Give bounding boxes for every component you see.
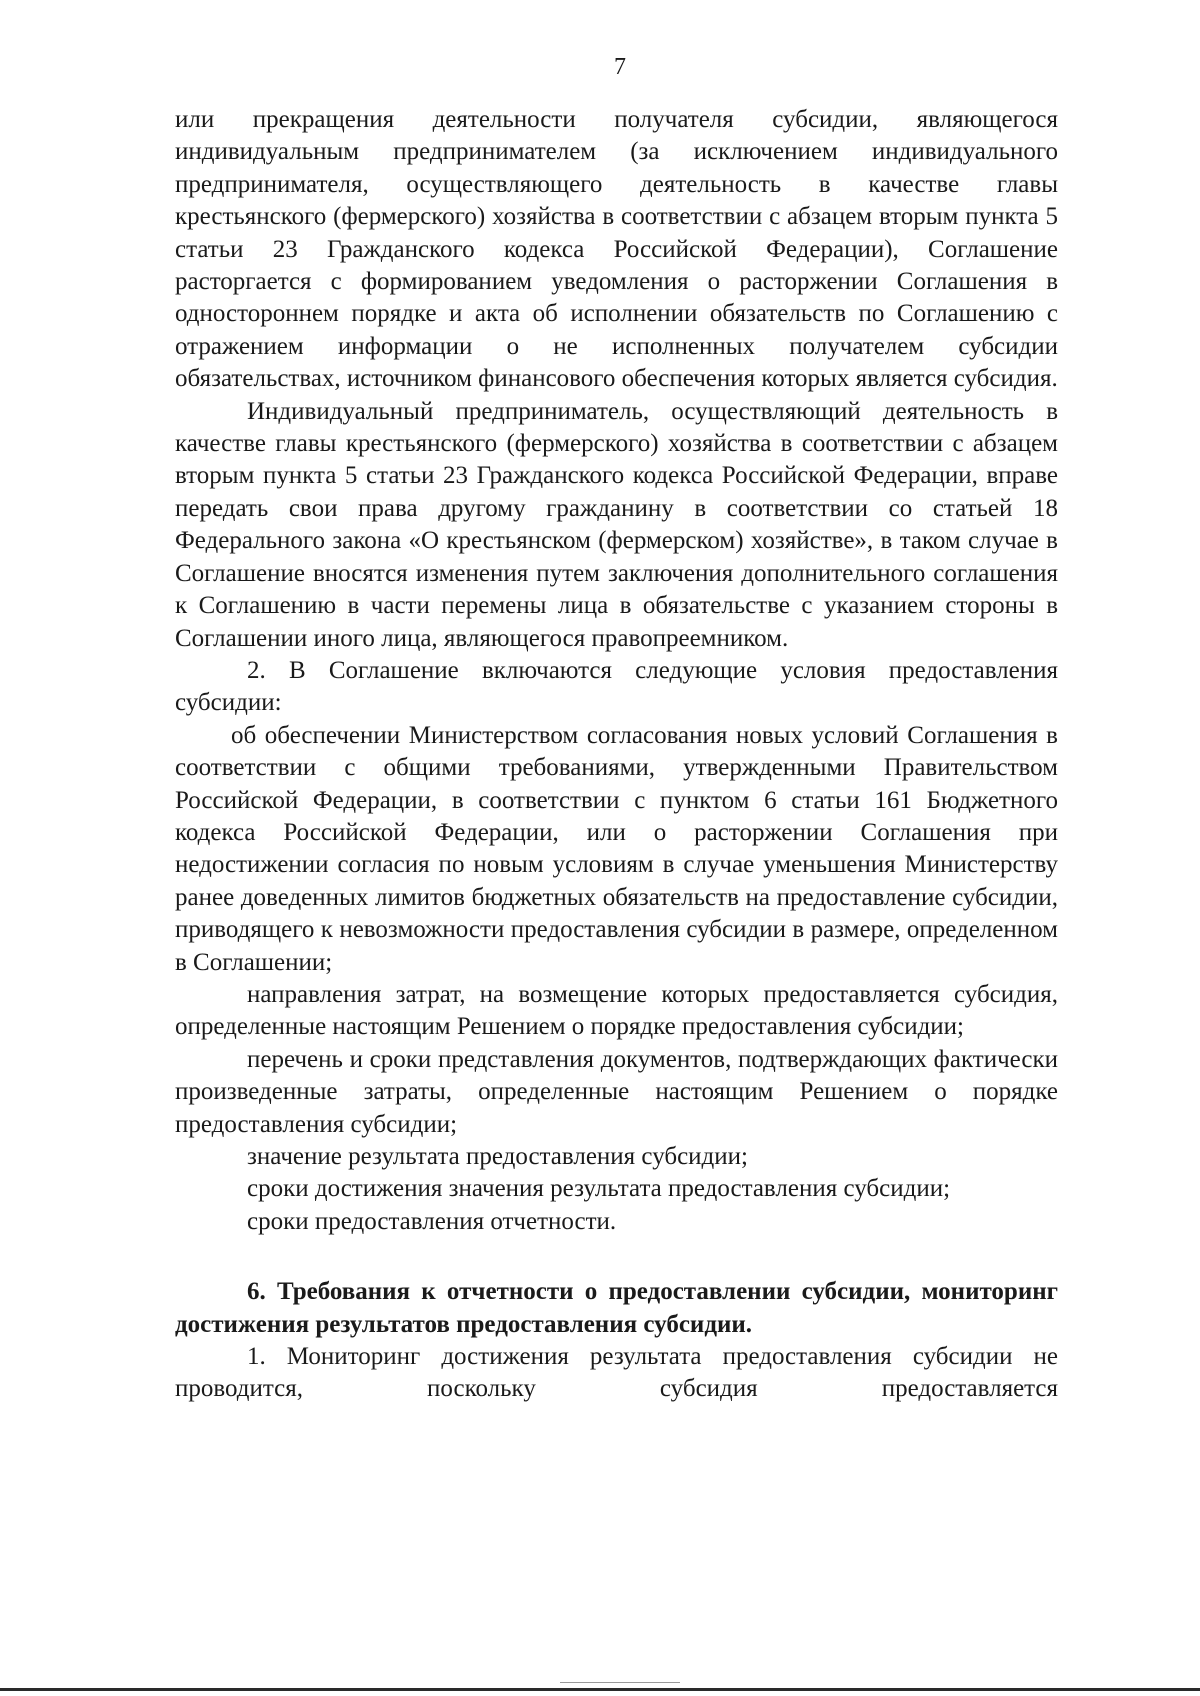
paragraph-ministry-approval: об обеспечении Министерством согласования новых условий Соглашения в соответствии с общими требованиями, утвержденными Правительством Российской Федерации, в соответствии с пунктом 6 статьи 161 Бюджетного кодекса Российской Федерации, или о расторжении Соглашения при недостижении согласия по новым условиям в случае уменьшения Министерству ранее доведенных лимитов бюджетных обязательств на предоставление субсидии, приводящего к невозможности предоставления субсидии в размере, определенном в Соглашении; bbox=[175, 721, 1058, 976]
paragraph-farmer-rights: Индивидуальный предприниматель, осуществляющий деятельность в качестве главы крестьянского (фермерского) хозяйства в соответствии с абзацем вторым пункта 5 статьи 23 Гражданского кодекса Российской Федерации, вправе передать свои права другому гражданину в соответствии со статьей 18 Федерального закона «О крестьянском (фермерском) хозяйстве», в таком случае в Соглашение вносятся изменения путем заключения дополнительного соглашения к Соглашению в части перемены лица в обязательстве с указанием стороны в Соглашении иного лица, являющегося правопреемником. bbox=[175, 397, 1058, 652]
page-number: 7 bbox=[614, 54, 626, 80]
section-heading: 6. Требования к отчетности о предоставлении субсидии, мониторинг достижения результатов предоставления субсидии. bbox=[175, 1278, 1058, 1338]
scan-artifact-line bbox=[560, 1682, 680, 1683]
paragraph-monitoring: 1. Мониторинг достижения результата предоставления субсидии не проводится, поскольку субсидия предоставляется bbox=[175, 1343, 1058, 1403]
paragraph-cost-directions: направления затрат, на возмещение которых предоставляется субсидия, определенные настоящим Решением о порядке предоставления субсидии; bbox=[175, 980, 1058, 1041]
paragraph-documents-list: перечень и сроки представления документов, подтверждающих фактически произведенные затраты, определенные настоящим Решением о порядке предоставления субсидии; bbox=[175, 1045, 1058, 1138]
paragraph-agreement-conditions: 2. В Соглашение включаются следующие условия предоставления субсидии: bbox=[175, 656, 1058, 717]
paragraph-result-deadlines: сроки достижения значения результата предоставления субсидии; bbox=[247, 1175, 951, 1203]
paragraph-reporting-deadlines: сроки предоставления отчетности. bbox=[247, 1207, 617, 1235]
paragraph-termination: или прекращения деятельности получателя субсидии, являющегося индивидуальным предпринимателем (за исключением индивидуального предпринимателя, осуществляющего деятельность в качестве главы крестьянского (фермерского) хозяйства в соответствии с абзацем вторым пункта 5 статьи 23 Гражданского кодекса Российской Федерации), Соглашение расторгается с формированием уведомления о расторжении Соглашения в одностороннем порядке и акта об исполнении обязательств по Соглашению с отражением информации о не исполненных получателем субсидии обязательствах, источником финансового обеспечения которых является субсидия. bbox=[175, 106, 1058, 393]
paragraph-result-value: значение результата предоставления субсидии; bbox=[247, 1143, 748, 1170]
document-body bbox=[175, 104, 1058, 1406]
scan-edge-line bbox=[0, 1688, 1200, 1691]
